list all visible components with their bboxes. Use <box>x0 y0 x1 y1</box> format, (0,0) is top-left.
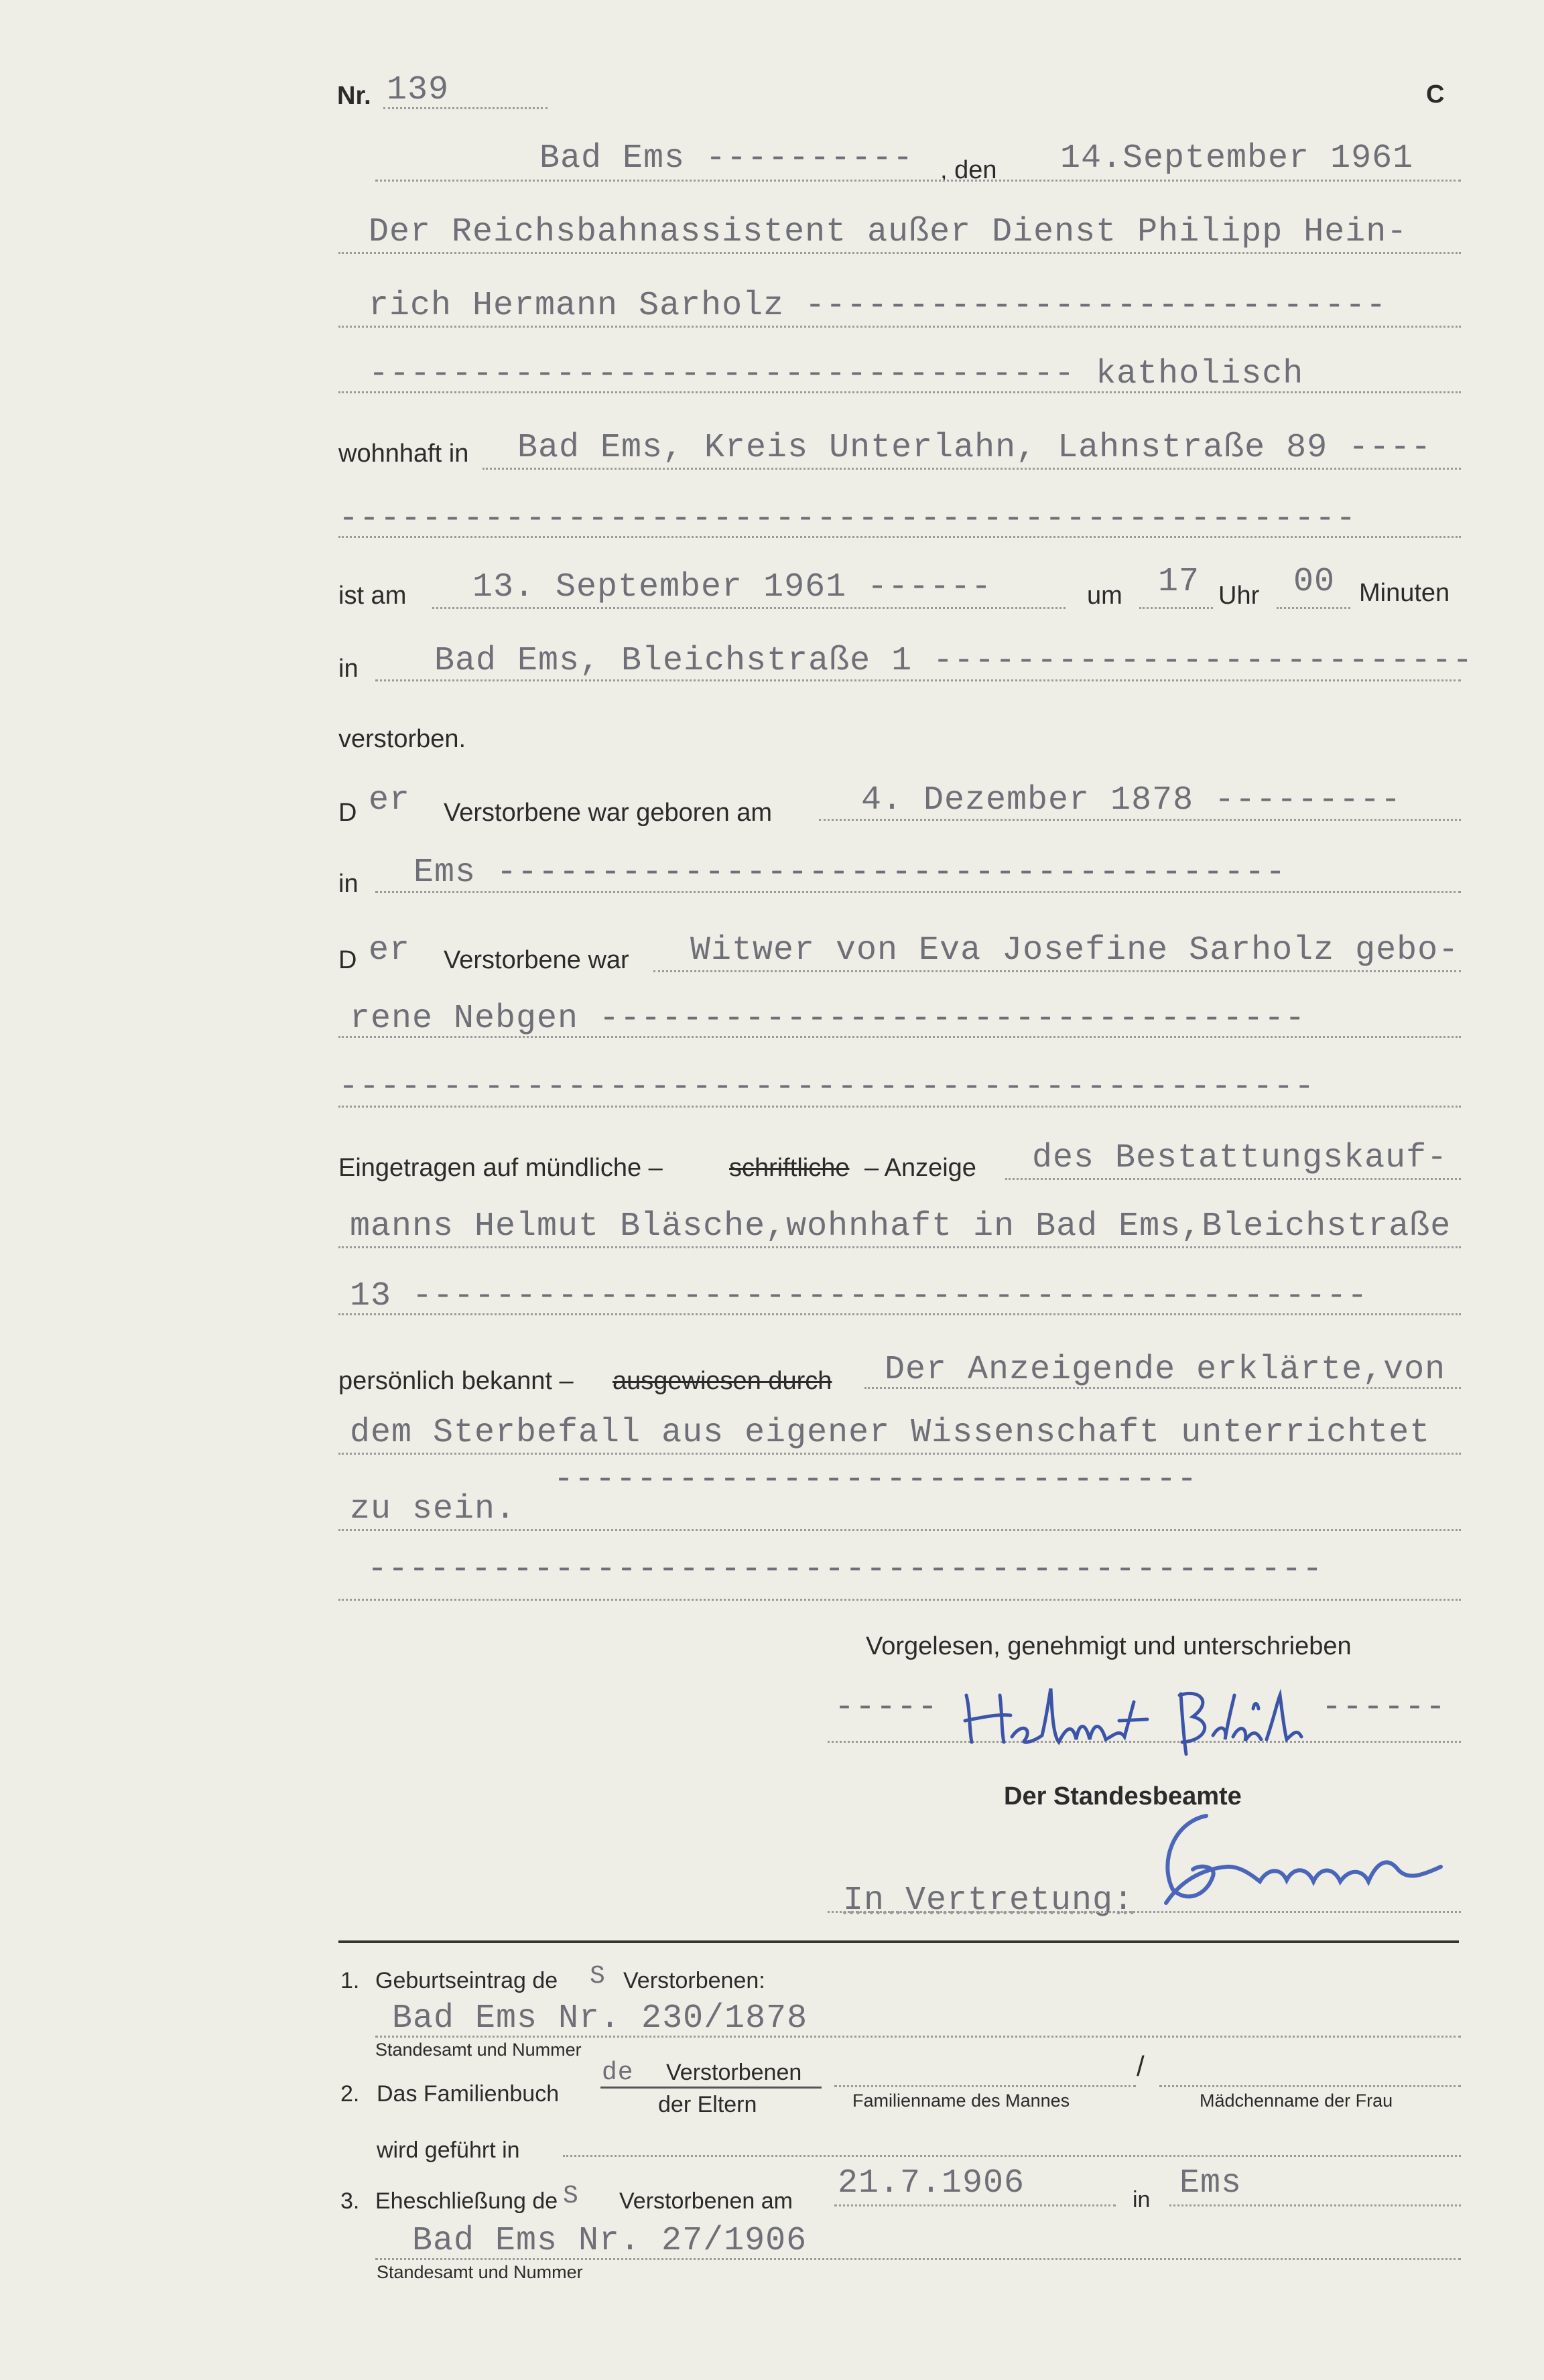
item3-label-b: Verstorbenen am <box>619 2188 793 2214</box>
item1-fill: S <box>590 1962 606 1991</box>
register-date: 14.September 1961 <box>1060 139 1414 178</box>
birth-place: Ems -------------------------------------- <box>413 854 1287 892</box>
registration-label-struck: schriftliche <box>729 1154 850 1182</box>
nr-label: Nr. <box>337 82 371 110</box>
residence-underline-2 <box>338 536 1461 538</box>
death-hour: 17 <box>1158 563 1200 601</box>
item3-caption: Standesamt und Nummer <box>377 2262 583 2282</box>
item2-wife-underline <box>1159 2085 1461 2087</box>
birth-date: 4. Dezember 1878 --------- <box>861 781 1402 819</box>
identity-label-struck: ausgewiesen durch <box>613 1367 832 1395</box>
identity-underline-2 <box>338 1453 1461 1455</box>
hour-underline <box>1139 607 1213 609</box>
item3-date-underline <box>834 2204 1116 2206</box>
deceased-underline-1 <box>338 252 1461 254</box>
item2-label: Das Familienbuch <box>377 2081 560 2107</box>
birth-date-underline <box>819 819 1461 821</box>
identity-line-4: ---------------------------------------------- <box>367 1550 1324 1589</box>
item2-kept-underline <box>563 2155 1461 2157</box>
ist-am-label: ist am <box>338 582 407 610</box>
identity-line-2: dem Sterbefall aus eigener Wissenschaft unterrichtet <box>350 1414 1431 1452</box>
death-date: 13. September 1961 ------ <box>472 568 992 606</box>
place-text: Bad Ems ---------- <box>539 139 914 178</box>
residence-label: wohnhaft in <box>338 440 469 468</box>
marital-underline-2 <box>338 1036 1461 1038</box>
birth-place-underline <box>375 891 1461 893</box>
series-letter: C <box>1426 80 1445 109</box>
item2-husband-underline <box>834 2085 1136 2087</box>
marital-label: Verstorbene war <box>444 946 629 974</box>
deceased-underline-2 <box>338 326 1461 328</box>
item2-kept-label: wird geführt in <box>377 2137 520 2163</box>
identity-underline-3 <box>338 1529 1461 1531</box>
deceased-line-2: rich Hermann Sarholz ---------------------------- <box>369 287 1387 325</box>
residence-line-2: ------------------------------------------------- <box>338 500 1357 538</box>
signature-dash-left: ----- <box>834 1689 939 1727</box>
minutes-underline <box>1277 607 1350 609</box>
verstorben-label: verstorben. <box>338 725 466 753</box>
den-label: , den <box>940 156 997 184</box>
registration-underline-2 <box>338 1246 1461 1248</box>
item1-caption: Standesamt und Nummer <box>375 2040 582 2060</box>
item3-place: Ems <box>1179 2164 1242 2202</box>
registration-line-2: manns Helmut Bläsche,wohnhaft in Bad Ems,Bleichstraße <box>350 1207 1452 1246</box>
identity-line-1: Der Anzeigende erklärte,von <box>885 1351 1446 1389</box>
item2-fraction-line <box>600 2087 822 2089</box>
in-vertretung-label: In Vertretung: <box>843 1881 1135 1920</box>
registration-underline-1 <box>1005 1178 1461 1180</box>
item3-underline <box>375 2258 1461 2260</box>
registration-line-3: 13 ---------------------------------------------- <box>350 1277 1368 1315</box>
item3-number: 3. <box>340 2188 360 2214</box>
death-place: Bad Ems, Bleichstraße 1 -------------------------- <box>434 642 1474 680</box>
residence-line-1: Bad Ems, Kreis Unterlahn, Lahnstraße 89 ---- <box>517 429 1432 467</box>
item1-label-a: Geburtseintrag de <box>375 1968 558 1993</box>
item2-husband-caption: Familienname des Mannes <box>852 2091 1070 2111</box>
footer-divider <box>338 1940 1459 1943</box>
marital-line-2: rene Nebgen ---------------------------------- <box>350 1000 1306 1038</box>
item3-in-label: in <box>1133 2187 1151 2212</box>
nr-underline <box>383 107 548 109</box>
identity-underline-4 <box>338 1599 1461 1601</box>
registration-underline-3 <box>338 1313 1461 1315</box>
death-minutes: 00 <box>1293 563 1336 601</box>
death-date-underline <box>432 607 1066 609</box>
residence-underline-1 <box>482 468 1461 470</box>
registrar-signature <box>1153 1802 1448 1916</box>
identity-label-start: persönlich bekannt – <box>338 1367 574 1395</box>
um-label: um <box>1087 582 1122 610</box>
minuten-label: Minuten <box>1359 579 1450 607</box>
item3-value: Bad Ems Nr. 27/1906 <box>412 2222 808 2260</box>
item1-value: Bad Ems Nr. 230/1878 <box>392 1999 808 2038</box>
deceased-line-1: Der Reichsbahnassistent außer Dienst Philipp Hein- <box>369 213 1408 251</box>
marital-underline-1 <box>653 970 1461 972</box>
deceased-underline-3 <box>338 391 1461 393</box>
item2-de: de <box>602 2058 634 2087</box>
deceased-line-3: ---------------------------------- katholisch <box>369 355 1304 393</box>
item3-label-a: Eheschließung de <box>375 2188 558 2214</box>
identity-underline-1 <box>864 1387 1461 1389</box>
marital-underline-3 <box>338 1106 1461 1108</box>
registrar-label: Der Standesbeamte <box>1004 1782 1242 1810</box>
item2-bottom-option: der Eltern <box>658 2092 757 2117</box>
death-in-label: in <box>338 655 359 683</box>
item1-label-b: Verstorbenen: <box>623 1968 765 1993</box>
identity-line-3-dash: ------------------------------- <box>554 1461 1198 1499</box>
birth-d-label: D <box>338 799 357 827</box>
item3-place-underline <box>1169 2204 1461 2206</box>
uhr-label: Uhr <box>1218 582 1260 610</box>
marital-d-label: D <box>338 946 357 974</box>
identity-line-3-text: zu sein. <box>350 1490 517 1528</box>
birth-label: Verstorbene war geboren am <box>444 799 773 827</box>
item1-number: 1. <box>340 1968 360 1993</box>
marital-line-1: Witwer von Eva Josefine Sarholz gebo- <box>690 931 1460 970</box>
death-place-underline <box>375 679 1461 681</box>
read-approved-label: Vorgelesen, genehmigt und unterschrieben <box>866 1632 1352 1660</box>
signature-dash-right: ------ <box>1322 1689 1447 1727</box>
registration-line-1: des Bestattungskauf- <box>1032 1139 1448 1177</box>
marital-er-fill: er <box>369 931 411 970</box>
informant-signature <box>958 1675 1307 1756</box>
marital-line-3: ----------------------------------------------- <box>338 1068 1315 1106</box>
registration-label-start: Eingetragen auf mündliche – <box>338 1154 663 1182</box>
registration-label-end: – Anzeige <box>864 1154 976 1182</box>
item2-wife-caption: Mädchenname der Frau <box>1200 2091 1393 2111</box>
item2-number: 2. <box>340 2081 360 2107</box>
place-date-underline <box>375 180 1461 182</box>
item3-date: 21.7.1906 <box>838 2164 1025 2202</box>
birth-in-label: in <box>338 870 359 898</box>
entry-number: 139 <box>387 71 450 109</box>
item1-underline <box>375 2036 1461 2038</box>
item2-top-option: Verstorbenen <box>666 2060 802 2085</box>
item2-slash: / <box>1137 2050 1145 2082</box>
birth-er-fill: er <box>369 781 411 819</box>
item3-fill: S <box>563 2182 579 2210</box>
